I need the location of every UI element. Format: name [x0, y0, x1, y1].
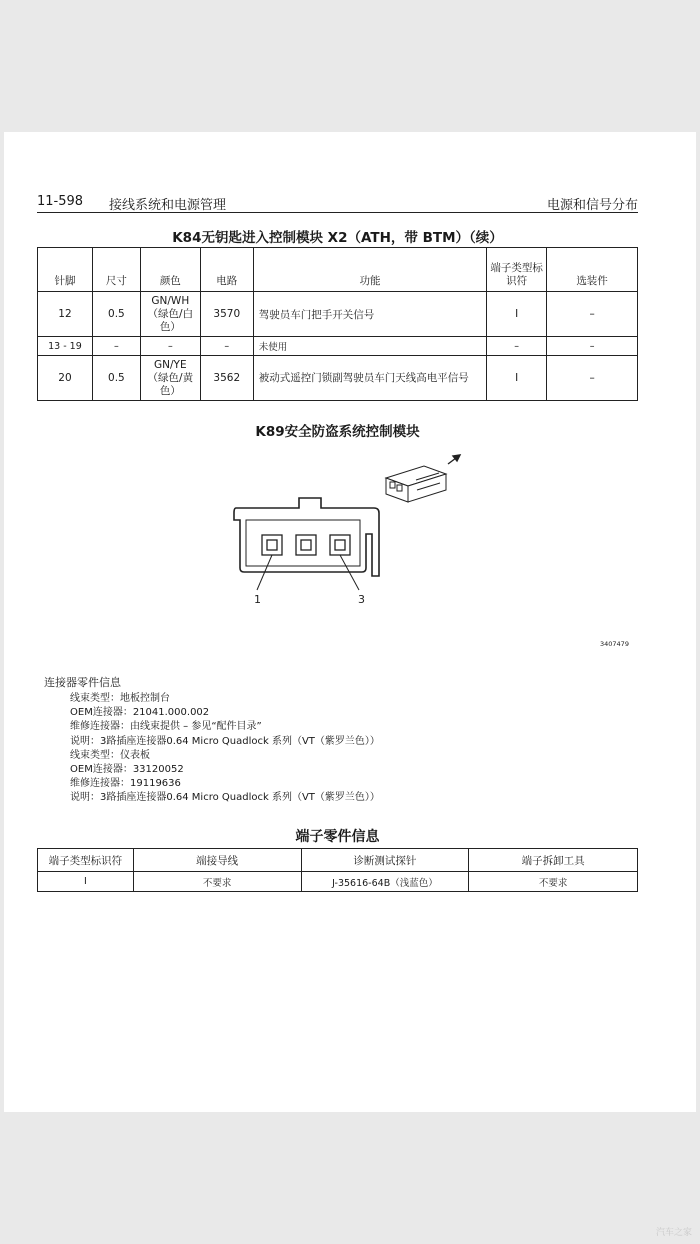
- col-release-tool: 端子拆卸工具: [469, 849, 638, 872]
- list-item: 线束类型：地板控制台: [70, 693, 170, 704]
- pinout-table: [37, 247, 638, 401]
- manual-page: [4, 132, 696, 1112]
- cell-circuit: –: [200, 337, 253, 356]
- table-row: [38, 356, 638, 401]
- cell-pin: 12: [38, 292, 93, 337]
- cell-option: –: [547, 292, 638, 337]
- list-item: 说明：3路插座连接器0.64 Micro Quadlock 系列（VT（紫罗兰色））: [70, 735, 380, 747]
- cell-circuit: 3570: [200, 292, 253, 337]
- pin-cavity: [262, 535, 350, 555]
- col-pin: 针脚: [38, 248, 93, 292]
- pin-1-label: 1: [254, 593, 261, 606]
- terminal-table-title: 端子零件信息: [295, 829, 380, 845]
- col-size: 尺寸: [92, 248, 140, 292]
- cell-terminal-id: I: [38, 872, 134, 892]
- col-function: 功能: [253, 248, 486, 292]
- page-number: 11-598: [37, 194, 84, 209]
- terminal-parts-table: [37, 848, 638, 892]
- table-row: [38, 292, 638, 337]
- table-header-row: [38, 248, 638, 292]
- col-circuit: 电路: [200, 248, 253, 292]
- list-item: OEM连接器：21041.000.002: [70, 707, 210, 719]
- col-test-probe: 诊断测试探针: [301, 849, 469, 872]
- cell-size: –: [92, 337, 140, 356]
- cell-terminal: –: [487, 337, 547, 356]
- cell-function: 被动式遥控门锁副驾驶员车门天线高电平信号: [253, 356, 486, 401]
- figure-reference: 3407479: [600, 640, 629, 648]
- cell-option: –: [547, 337, 638, 356]
- table-row: [38, 337, 638, 356]
- cell-color: GN/YE（绿色/黄色）: [140, 356, 200, 401]
- cell-option: –: [547, 356, 638, 401]
- cell-size: 0.5: [92, 292, 140, 337]
- connector-isometric-icon: [386, 466, 446, 502]
- cell-test-probe: J-35616-64B（浅蓝色）: [301, 872, 469, 892]
- cell-terminal: I: [487, 292, 547, 337]
- pin-3-label: 3: [358, 593, 365, 606]
- cell-color: GN/WH（绿色/白色）: [140, 292, 200, 337]
- connector-face-diagram: [224, 450, 464, 608]
- cell-size: 0.5: [92, 356, 140, 401]
- connector-info-list: [70, 692, 380, 806]
- connector-diagram-title: K89安全防盗系统控制模块: [255, 424, 420, 440]
- cell-function: 未使用: [253, 337, 486, 356]
- list-item: 维修连接器：19119636: [70, 778, 181, 790]
- cell-circuit: 3562: [200, 356, 253, 401]
- chapter-title: 电源和信号分布: [546, 198, 638, 213]
- header-divider: [37, 212, 638, 213]
- page-header: [37, 192, 638, 214]
- col-option: 选装件: [547, 248, 638, 292]
- cell-pin: 13 - 19: [38, 337, 93, 356]
- col-terminal-id: 端子类型标识符: [38, 849, 134, 872]
- table-header-row: [38, 849, 638, 872]
- list-item: OEM连接器：33120052: [70, 764, 184, 776]
- pinout-table-title: K84无钥匙进入控制模块 X2（ATH，带 BTM）（续）: [172, 230, 503, 246]
- cell-color: –: [140, 337, 200, 356]
- list-item: 维修连接器：由线束提供 – 参见“配件目录”: [70, 721, 262, 733]
- arrow-icon: [448, 455, 460, 464]
- table-row: [38, 872, 638, 892]
- section-title: 接线系统和电源管理: [109, 198, 227, 213]
- col-color: 颜色: [140, 248, 200, 292]
- cell-pin: 20: [38, 356, 93, 401]
- list-item: 说明：3路插座连接器0.64 Micro Quadlock 系列（VT（紫罗兰色））: [70, 792, 380, 804]
- cell-release-tool: 不要求: [469, 872, 638, 892]
- col-terminal: 端子类型标识符: [487, 248, 547, 292]
- list-item: 线束类型：仪表板: [70, 749, 150, 761]
- watermark: 汽车之家: [655, 1228, 692, 1238]
- cell-function: 驾驶员车门把手开关信号: [253, 292, 486, 337]
- cell-terminated-lead: 不要求: [133, 872, 301, 892]
- cell-terminal: I: [487, 356, 547, 401]
- connector-info-heading: 连接器零件信息: [44, 676, 121, 689]
- col-terminated-lead: 端接导线: [133, 849, 301, 872]
